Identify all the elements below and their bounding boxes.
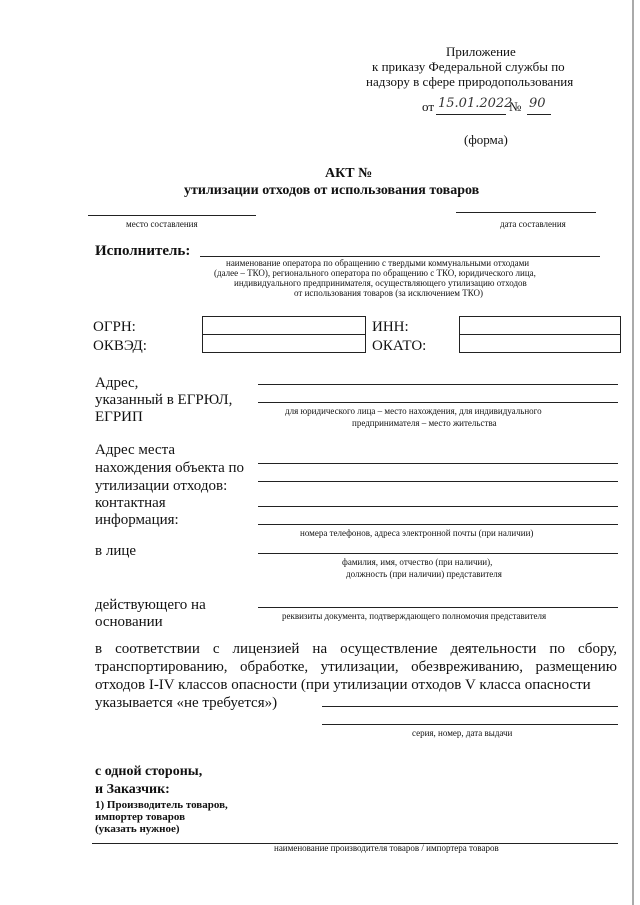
address-line-2[interactable]: [258, 402, 618, 403]
executor-label: Исполнитель:: [95, 243, 191, 259]
okved-field[interactable]: [202, 334, 366, 353]
facility-line-4[interactable]: [258, 524, 618, 525]
inn-label: ИНН:: [372, 319, 409, 335]
header-ot: от: [422, 99, 435, 114]
facility-line-3[interactable]: [258, 506, 618, 507]
place-line: [88, 215, 256, 216]
facility-line-1[interactable]: [258, 463, 618, 464]
okato-label: ОКАТО:: [372, 338, 427, 354]
inn-field[interactable]: [459, 316, 621, 335]
person-line[interactable]: [258, 553, 618, 554]
customer-item-1: 1) Производитель товаров,: [95, 799, 228, 811]
ogrn-label: ОГРН:: [93, 319, 136, 335]
address-line-1[interactable]: [258, 384, 618, 385]
person-label: в лице: [95, 543, 137, 559]
side-label-2: и Заказчик:: [95, 782, 170, 797]
executor-caption-2: (далее – ТКО), регионального оператора по обращению с ТКО, юридического лица,: [214, 268, 536, 278]
act-subtitle: утилизации отходов от использования товаров: [184, 183, 480, 198]
address-caption-1: для юридического лица – место нахождения, для индивидуального: [285, 406, 542, 416]
facility-label-5: информация:: [95, 512, 179, 528]
basis-caption: реквизиты документа, подтверждающего полномочия представителя: [282, 611, 547, 621]
header-date-line: [436, 114, 506, 115]
facility-label-4: контактная: [95, 495, 166, 511]
header-number-handwritten: 90: [529, 96, 546, 111]
basis-label-1: действующего на: [95, 597, 206, 613]
address-label-1: Адрес,: [95, 375, 139, 391]
address-label-2: указанный в ЕГРЮЛ,: [95, 392, 233, 408]
side-label-1: с одной стороны,: [95, 764, 203, 779]
basis-line[interactable]: [258, 607, 618, 608]
okato-field[interactable]: [459, 334, 621, 353]
header-line-2: к приказу Федеральной службы по: [372, 59, 565, 74]
scan-edge-right: [632, 0, 634, 905]
date-caption: дата составления: [500, 219, 566, 229]
facility-label-2: нахождения объекта по: [95, 460, 245, 476]
ogrn-field[interactable]: [202, 316, 366, 335]
header-number-line: [527, 114, 551, 115]
okved-label: ОКВЭД:: [93, 338, 147, 354]
facility-line-2[interactable]: [258, 481, 618, 482]
date-line: [456, 212, 596, 213]
person-caption-2: должность (при наличии) представителя: [346, 569, 502, 579]
license-text-2: транспортированию, обработке, утилизации, обезвреживанию, размещению: [95, 659, 617, 675]
header-line-3: надзору в сфере природопользования: [366, 74, 574, 89]
address-label-3: ЕГРИП: [95, 409, 143, 425]
license-text-3: отходов I-IV классов опасности (при утилизации отходов V класса опасности: [95, 677, 591, 693]
license-caption: серия, номер, дата выдачи: [412, 728, 513, 738]
header-date-handwritten: 15.01.2022: [438, 96, 513, 111]
facility-label-3: утилизации отходов:: [95, 478, 228, 494]
license-text-1: в соответствии с лицензией на осуществление деятельности по сбору,: [95, 641, 617, 657]
header-number-sign: №: [509, 99, 522, 114]
form-label: (форма): [464, 132, 508, 147]
basis-label-2: основании: [95, 614, 163, 630]
license-text-4: указывается «не требуется»): [95, 695, 278, 711]
person-caption-1: фамилия, имя, отчество (при наличии),: [342, 557, 493, 567]
customer-item-3: (указать нужное): [95, 823, 180, 835]
customer-caption: наименование производителя товаров / импортера товаров: [274, 843, 499, 853]
executor-caption-4: от использования товаров (за исключением ТКО): [294, 288, 483, 298]
executor-caption-1: наименование оператора по обращению с твердыми коммунальными отходами: [226, 258, 530, 268]
license-line-2[interactable]: [322, 724, 618, 725]
customer-item-2: импортер товаров: [95, 811, 186, 823]
address-caption-2: предпринимателя – место жительства: [352, 418, 497, 428]
header-line-1: Приложение: [446, 44, 516, 59]
facility-caption: номера телефонов, адреса электронной почты (при наличии): [300, 528, 534, 538]
place-caption: место составления: [126, 219, 198, 229]
facility-label-1: Адрес места: [95, 442, 175, 458]
executor-line: [200, 256, 600, 257]
act-title: АКТ №: [325, 166, 373, 181]
executor-caption-3: индивидуального предпринимателя, осуществляющего утилизацию отходов: [234, 278, 527, 288]
license-line-1[interactable]: [322, 706, 618, 707]
